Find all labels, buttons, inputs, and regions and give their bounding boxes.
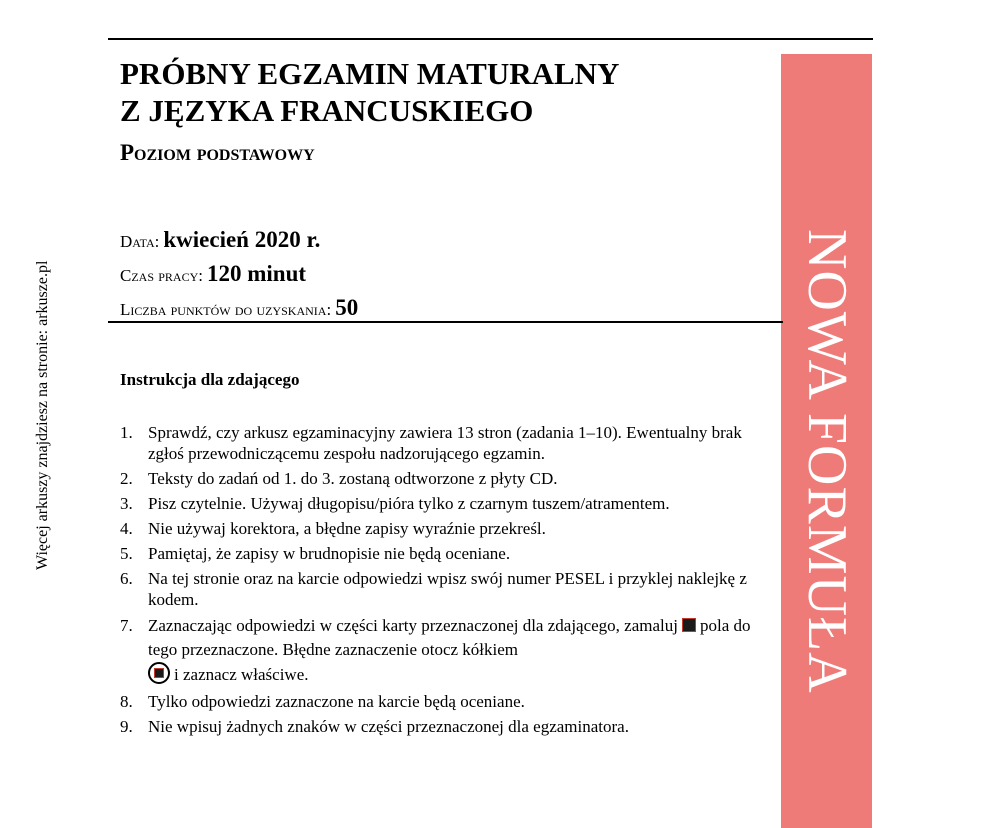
middle-divider [108, 321, 783, 323]
item-number: 2. [120, 469, 133, 488]
item-text: Pamiętaj, że zapisy w brudnopisie nie będą oceniane. [148, 544, 511, 563]
exam-level: Poziom podstawowy [120, 140, 315, 165]
item-number: 9. [120, 717, 133, 736]
item-text: Nie używaj korektora, a błędne zapisy wyraźnie przekreśl. [148, 519, 546, 538]
instructions-heading: Instrukcja dla zdającego [120, 370, 300, 389]
top-divider [108, 38, 873, 40]
item-text: Pisz czytelnie. Używaj długopisu/pióra tylko z czarnym tuszem/atramentem. [148, 494, 670, 513]
instructions-list [120, 422, 760, 741]
item-text: Sprawdź, czy arkusz egzaminacyjny zawiera 13 stron (zadania 1–10). Ewentualny brak zgłoś przewodniczącemu zespołu nadzorującego egzamin. [148, 423, 742, 463]
exam-meta [120, 224, 358, 326]
date-row [120, 224, 358, 258]
list-item [120, 518, 760, 539]
new-formula-band [781, 54, 872, 828]
item-number: 4. [120, 519, 133, 538]
item-text: Tylko odpowiedzi zaznaczone na karcie będą oceniane. [148, 692, 525, 711]
list-item [120, 493, 760, 514]
item-number: 7. [120, 616, 133, 635]
time-label: Czas pracy: [120, 266, 203, 285]
date-label: Data: [120, 232, 160, 251]
item-number: 8. [120, 692, 133, 711]
item-number: 3. [120, 494, 133, 513]
item-text-part-2: pola do tego przeznaczone. Błędne zaznaczenie otocz kółkiem [148, 616, 751, 659]
circled-square-icon [148, 662, 170, 684]
title-line-2: Z JĘZYKA FRANCUSKIEGO [120, 93, 534, 128]
points-label: Liczba punktów do uzyskania: [120, 300, 332, 319]
list-item [120, 468, 760, 489]
item-text: Teksty do zadań od 1. do 3. zostaną odtworzone z płyty CD. [148, 469, 558, 488]
side-watermark-text: Więcej arkuszy znajdziesz na stronie: arkusze.pl [34, 260, 51, 570]
filled-square-icon [682, 618, 696, 632]
item-text-part-3: i zaznacz właściwe. [174, 665, 309, 684]
points-value: 50 [335, 295, 359, 320]
time-row [120, 258, 358, 292]
item-number: 1. [120, 423, 133, 442]
list-item [120, 568, 760, 610]
band-label: NOWA FORMUŁA [796, 229, 858, 694]
item-text: Nie wpisuj żadnych znaków w części przeznaczonej dla egzaminatora. [148, 717, 629, 736]
list-item [120, 614, 760, 687]
list-item [120, 422, 760, 464]
title-line-1: PRÓBNY EGZAMIN MATURALNY [120, 56, 620, 91]
item-number: 6. [120, 569, 133, 588]
list-item [120, 691, 760, 712]
time-value: 120 minut [207, 261, 307, 286]
item-text-part-1: Zaznaczając odpowiedzi w części karty przeznaczonej dla zdającego, zamaluj [148, 616, 678, 635]
date-value: kwiecień 2020 r. [163, 227, 321, 252]
list-item [120, 716, 760, 737]
item-number: 5. [120, 544, 133, 563]
exam-title [120, 55, 619, 129]
item-text: Na tej stronie oraz na karcie odpowiedzi wpisz swój numer PESEL i przyklej naklejkę z kodem. [148, 569, 747, 609]
list-item [120, 543, 760, 564]
